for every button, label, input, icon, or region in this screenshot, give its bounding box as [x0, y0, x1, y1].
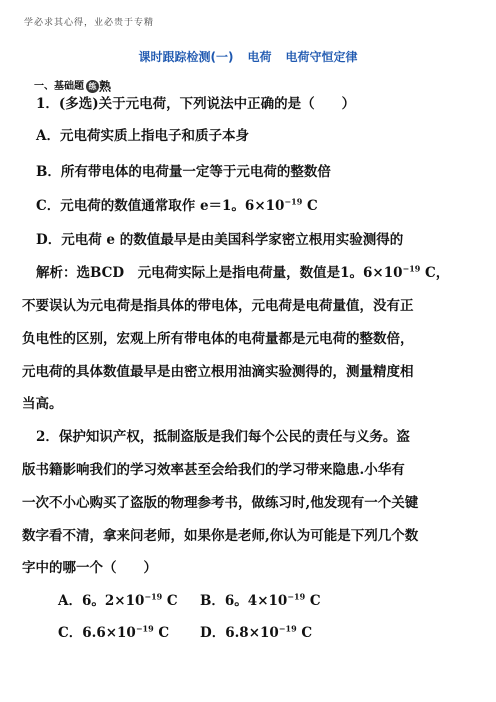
section-badge-icon: 练 [86, 80, 99, 93]
q1-analysis-line-1: 解析：选BCD 元电荷实际上是指电荷量，数值是1。$6\times 10^{-19}$ C， [36, 263, 450, 281]
q1-option-c: C．元电荷的数值通常取作 e＝1。$6\times 10^{-19}$ C [36, 196, 318, 214]
header-note: 学必求其心得，业必贵于专精 [24, 18, 155, 28]
q2-stem-line-3: 一次不小心购买了盗版的物理参考书，做练习时,他发现有一个关键 [22, 495, 419, 511]
title-part-2: 电荷 [247, 50, 272, 64]
q1-option-b: B．所有带电体的电荷量一定等于元电荷的整数倍 [36, 164, 331, 180]
q1-analysis-line-5: 当高。 [22, 396, 63, 412]
q1-stem: 1．(多选)关于元电荷，下列说法中正确的是（ ） [36, 96, 356, 112]
q1-analysis-line-3: 负电性的区别，宏观上所有带电体的电荷量都是元电荷的整数倍， [22, 331, 414, 347]
q2-stem-line-1: 2．保护知识产权，抵制盗版是我们每个公民的责任与义务。盗 [36, 429, 410, 445]
section-label: 一、基础题 [34, 81, 84, 92]
q2-stem-line-4: 数字看不清，拿来问老师，如果你是老师,你认为可能是下列几个数 [22, 528, 419, 544]
title-part-1: 课时跟踪检测(一) [138, 50, 234, 64]
q2-option-a: A．6。$2\times 10^{-19}$ C [58, 591, 178, 609]
section-heading [34, 77, 111, 95]
q2-stem-line-5: 字中的哪一个（ ） [22, 560, 157, 576]
q1-analysis-line-4: 元电荷的具体数值最早是由密立根用油滴实验测得的，测量精度相 [22, 364, 414, 380]
section-badge-text: 熟 [99, 79, 112, 94]
q1-analysis-line-2: 不要误认为元电荷是指具体的带电体，元电荷是电荷量值，没有正 [22, 298, 414, 314]
title-part-3: 电荷守恒定律 [285, 50, 358, 64]
q1-option-d: D．元电荷 e 的数值最早是由美国科学家密立根用实验测得的 [36, 232, 404, 248]
q2-option-d: D．$6.8\times 10^{-19}$ C [200, 623, 313, 641]
q1-option-a: A．元电荷实质上指电子和质子本身 [36, 128, 249, 144]
q2-stem-line-2: 版书籍影响我们的学习效率甚至会给我们的学习带来隐患.小华有 [22, 462, 405, 478]
q2-option-c: C．$6.6\times 10^{-19}$ C [58, 623, 170, 641]
q2-option-b: B．6。$4\times 10^{-19}$ C [200, 591, 321, 609]
page-title [0, 48, 496, 65]
